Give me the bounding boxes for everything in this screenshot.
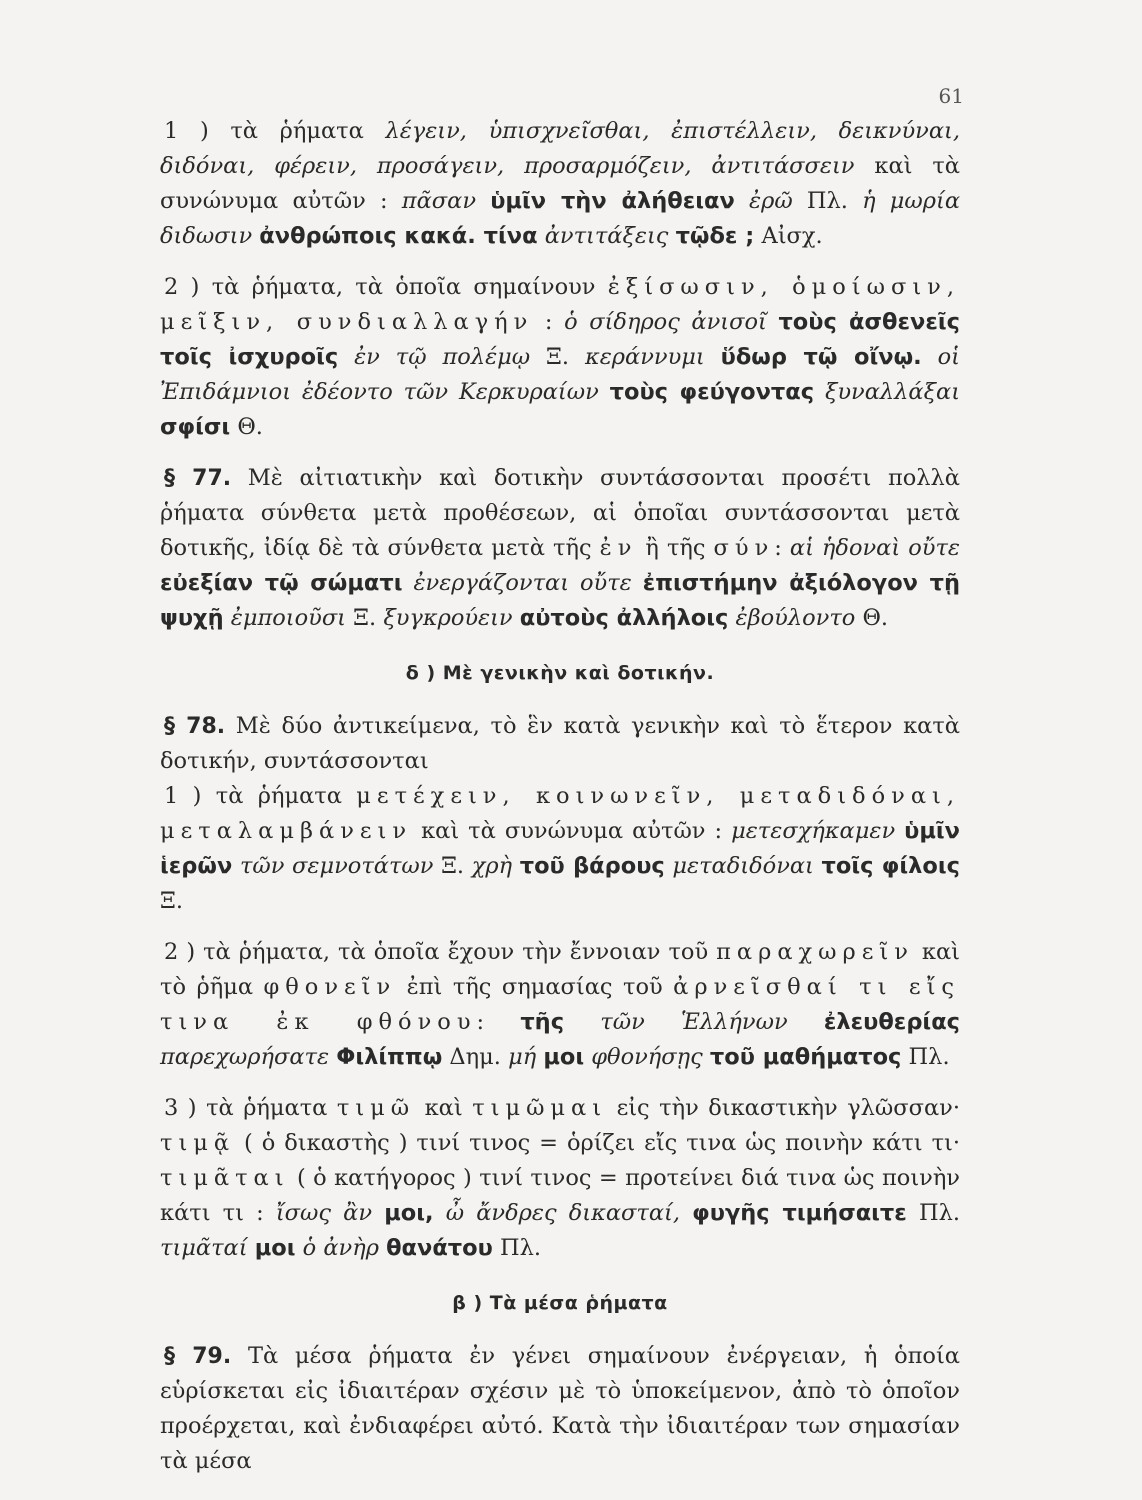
section-77: § 77. Μὲ αἰτιατικὴν καὶ δοτικὴν συντάσσονται προσέτι πολλὰ ῥήματα σύνθετα μετὰ προθέσεων, αἱ ὁποῖαι συντάσσονται μετὰ δοτικῆς, ἰδίᾳ δὲ τὰ σύνθετα μετὰ τῆς ἐν ἢ τῆς σύν: αἱ ἡδοναὶ οὔτε εὐεξίαν τῷ σώματι ἐνεργάζονται οὔτε ἐπιστήμην ἀξιόλογον τῇ ψυχῇ ἐμποιοῦσι Ξ. ξυγκρούειν αὐτοὺς ἀλλήλοις ἐβούλοντο Θ. <box>160 465 961 631</box>
subheading-beta: β ) Τὰ μέσα ῥήματα <box>452 1292 668 1314</box>
paragraph-1: 1 ) τὰ ῥήματα λέγειν, ὑπισχνεῖσθαι, ἐπιστέλλειν, δεικνύναι, διδόναι, φέρειν, προσάγειν, προσαρμόζειν, ἀντιτάσσειν καὶ τὰ συνώνυμα αὐτῶν : πᾶσαν ὑμῖν τὴν ἀλήθειαν ἐρῶ Πλ. ἡ μωρία διδωσιν ἀνθρώποις κακά. τίνα ἀντιτάξεις τῷδε ; Αἰσχ. <box>160 118 961 249</box>
page-body <box>160 114 960 1479</box>
section-78: § 78. Μὲ δύο ἀντικείμενα, τὸ ἓν κατὰ γενικὴν καὶ τὸ ἕτερον κατὰ δοτικήν, συντάσσονται <box>160 713 960 774</box>
paragraph-78-3: 3 ) τὰ ῥήματα τιμῶ καὶ τιμῶμαι εἰς τὴν δικαστικὴν γλῶσσαν· τιμᾷ ( ὁ δικαστὴς ) τινί τινος = ὁρίζει εἴς τινα ὡς ποινὴν κάτι τι· τιμᾶται ( ὁ κατήγορος ) τινί τινος = προτείνει διά τινα ὡς ποινὴν κάτι τι : ἴσως ἂν μοι, ὦ ἄνδρες δικασταί, φυγῆς τιμήσαιτε Πλ. τιμᾶταί μοι ὁ ἀνὴρ θανάτου Πλ. <box>160 1095 961 1261</box>
paragraph-78-1: 1 ) τὰ ῥήματα μετέχειν, κοινωνεῖν, μεταδιδόναι, μεταλαμβάνειν καὶ τὰ συνώνυμα αὐτῶν : μετεσχήκαμεν ὑμῖν ἱερῶν τῶν σεμνοτάτων Ξ. χρὴ τοῦ βάρους μεταδιδόναι τοῖς φίλοις Ξ. <box>160 783 960 914</box>
paragraph-78-2: 2 ) τὰ ῥήματα, τὰ ὁποῖα ἔχουν τὴν ἔννοιαν τοῦ παραχωρεῖν καὶ τὸ ῥῆμα φθονεῖν ἐπὶ τῆς σημασίας τοῦ ἀρνεῖσθαί τι εἴς τινα ἐκ φθόνου: τῆς τῶν Ἑλλήνων ἐλευθερίας παρεχωρήσατε Φιλίππῳ Δημ. μή μοι φθονήσῃς τοῦ μαθήματος Πλ. <box>160 939 961 1070</box>
section-79: § 79. Τὰ μέσα ῥήματα ἐν γένει σημαίνουν ἐνέργειαν, ἡ ὁποία εὑρίσκεται εἰς ἰδιαιτέραν σχέσιν μὲ τὸ ὑποκείμενον, ἀπὸ τὸ ὁποῖον προέρχεται, καὶ ἐνδιαφέρει αὐτό. Κατὰ τὴν ἰδιαιτέραν των σημασίαν τὰ μέσα <box>160 1343 960 1474</box>
subheading-delta: δ ) Μὲ γενικὴν καὶ δοτικήν. <box>405 662 715 684</box>
section-number: § 77. <box>164 466 232 491</box>
section-number: § 79. <box>164 1344 232 1369</box>
section-number: § 78. <box>164 714 226 739</box>
page-number: 61 <box>938 84 964 108</box>
paragraph-2: 2 ) τὰ ῥήματα, τὰ ὁποῖα σημαίνουν ἐξίσωσιν, ὁμοίωσιν, μεῖξιν, συνδιαλλαγήν : ὁ σίδηρος ἀνισοῖ τοὺς ἀσθενεῖς τοῖς ἰσχυροῖς ἐν τῷ πολέμῳ Ξ. κεράννυμι ὕδωρ τῷ οἴνῳ. οἱ Ἐπιδάμνιοι ἐδέοντο τῶν Κερκυραίων τοὺς φεύγοντας ξυναλλάξαι σφίσι Θ. <box>160 274 961 440</box>
